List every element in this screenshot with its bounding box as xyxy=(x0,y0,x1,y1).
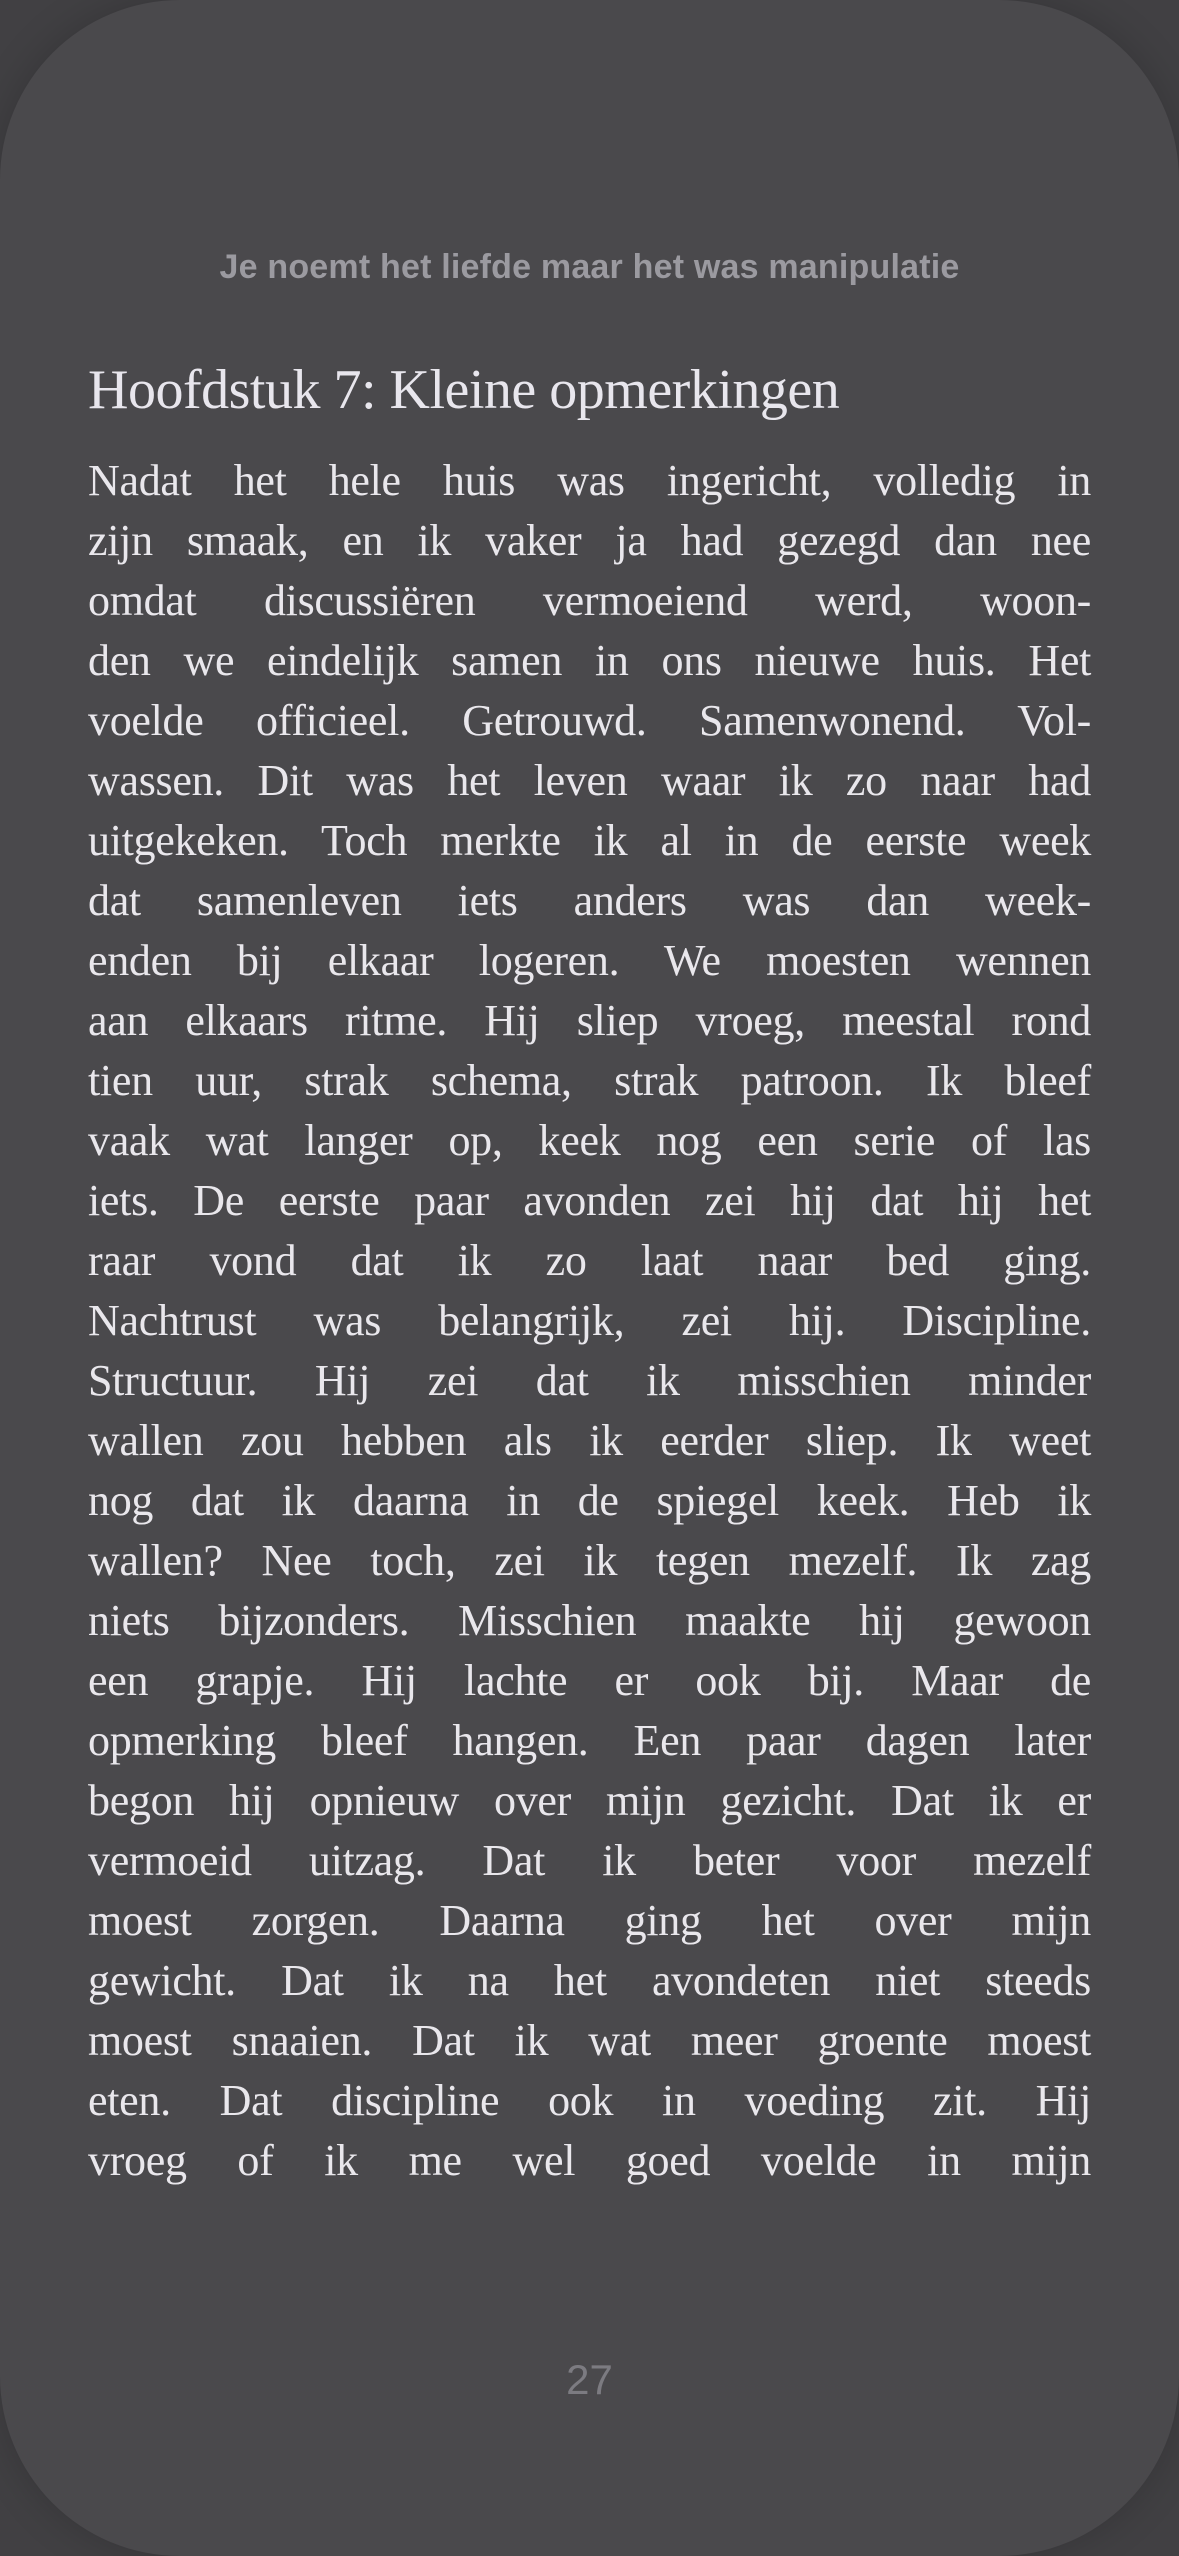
body-text-line: een grapje. Hij lachte er ook bij. Maar de xyxy=(88,1656,1091,1705)
body-text-line: uitgekeken. Toch merkte ik al in de eerste week xyxy=(88,816,1091,865)
body-text-line: zijn smaak, en ik vaker ja had gezegd dan nee xyxy=(88,516,1091,565)
body-text-line: wallen zou hebben als ik eerder sliep. Ik weet xyxy=(88,1416,1091,1465)
body-text-line: opmerking bleef hangen. Een paar dagen later xyxy=(88,1716,1091,1765)
body-text-line: dat samenleven iets anders was dan week- xyxy=(88,876,1091,925)
body-text-line: begon hij opnieuw over mijn gezicht. Dat ik er xyxy=(88,1776,1091,1825)
book-title: Je noemt het liefde maar het was manipulatie xyxy=(219,248,960,286)
body-text-line: aan elkaars ritme. Hij sliep vroeg, meestal rond xyxy=(88,996,1091,1045)
body-text-line: iets. De eerste paar avonden zei hij dat hij het xyxy=(88,1176,1091,1225)
body-text-line: niets bijzonders. Misschien maakte hij gewoon xyxy=(88,1596,1091,1645)
body-text-line: wassen. Dit was het leven waar ik zo naar had xyxy=(88,756,1091,805)
body-text xyxy=(88,451,1091,2191)
body-text-line: Nadat het hele huis was ingericht, volledig in xyxy=(88,456,1091,505)
body-text-line: nog dat ik daarna in de spiegel keek. Heb ik xyxy=(88,1476,1091,1525)
chapter-heading: Hoofdstuk 7: Kleine opmerkingen xyxy=(88,359,840,421)
body-text-line: eten. Dat discipline ook in voeding zit. Hij xyxy=(88,2076,1091,2125)
body-text-line: moest zorgen. Daarna ging het over mijn xyxy=(88,1896,1091,1945)
body-text-line: enden bij elkaar logeren. We moesten wennen xyxy=(88,936,1091,985)
body-text-line: voelde officieel. Getrouwd. Samenwonend. Vol- xyxy=(88,696,1091,745)
body-text-line: gewicht. Dat ik na het avondeten niet steeds xyxy=(88,1956,1091,2005)
body-text-line: Nachtrust was belangrijk, zei hij. Discipline. xyxy=(88,1296,1091,1345)
body-text-line: den we eindelijk samen in ons nieuwe huis. Het xyxy=(88,636,1091,685)
body-text-line: vermoeid uitzag. Dat ik beter voor mezelf xyxy=(88,1836,1091,1885)
body-text-line: omdat discussiëren vermoeiend werd, woon- xyxy=(88,576,1091,625)
body-text-line: raar vond dat ik zo laat naar bed ging. xyxy=(88,1236,1091,1285)
body-text-line: vaak wat langer op, keek nog een serie of las xyxy=(88,1116,1091,1165)
body-text-line: wallen? Nee toch, zei ik tegen mezelf. Ik zag xyxy=(88,1536,1091,1585)
page-number: 27 xyxy=(566,2356,613,2403)
body-text-line: vroeg of ik me wel goed voelde in mijn xyxy=(88,2136,1091,2185)
body-text-line: tien uur, strak schema, strak patroon. Ik bleef xyxy=(88,1056,1091,1105)
body-text-line: Structuur. Hij zei dat ik misschien minder xyxy=(88,1356,1091,1405)
body-text-line: moest snaaien. Dat ik wat meer groente moest xyxy=(88,2016,1091,2065)
